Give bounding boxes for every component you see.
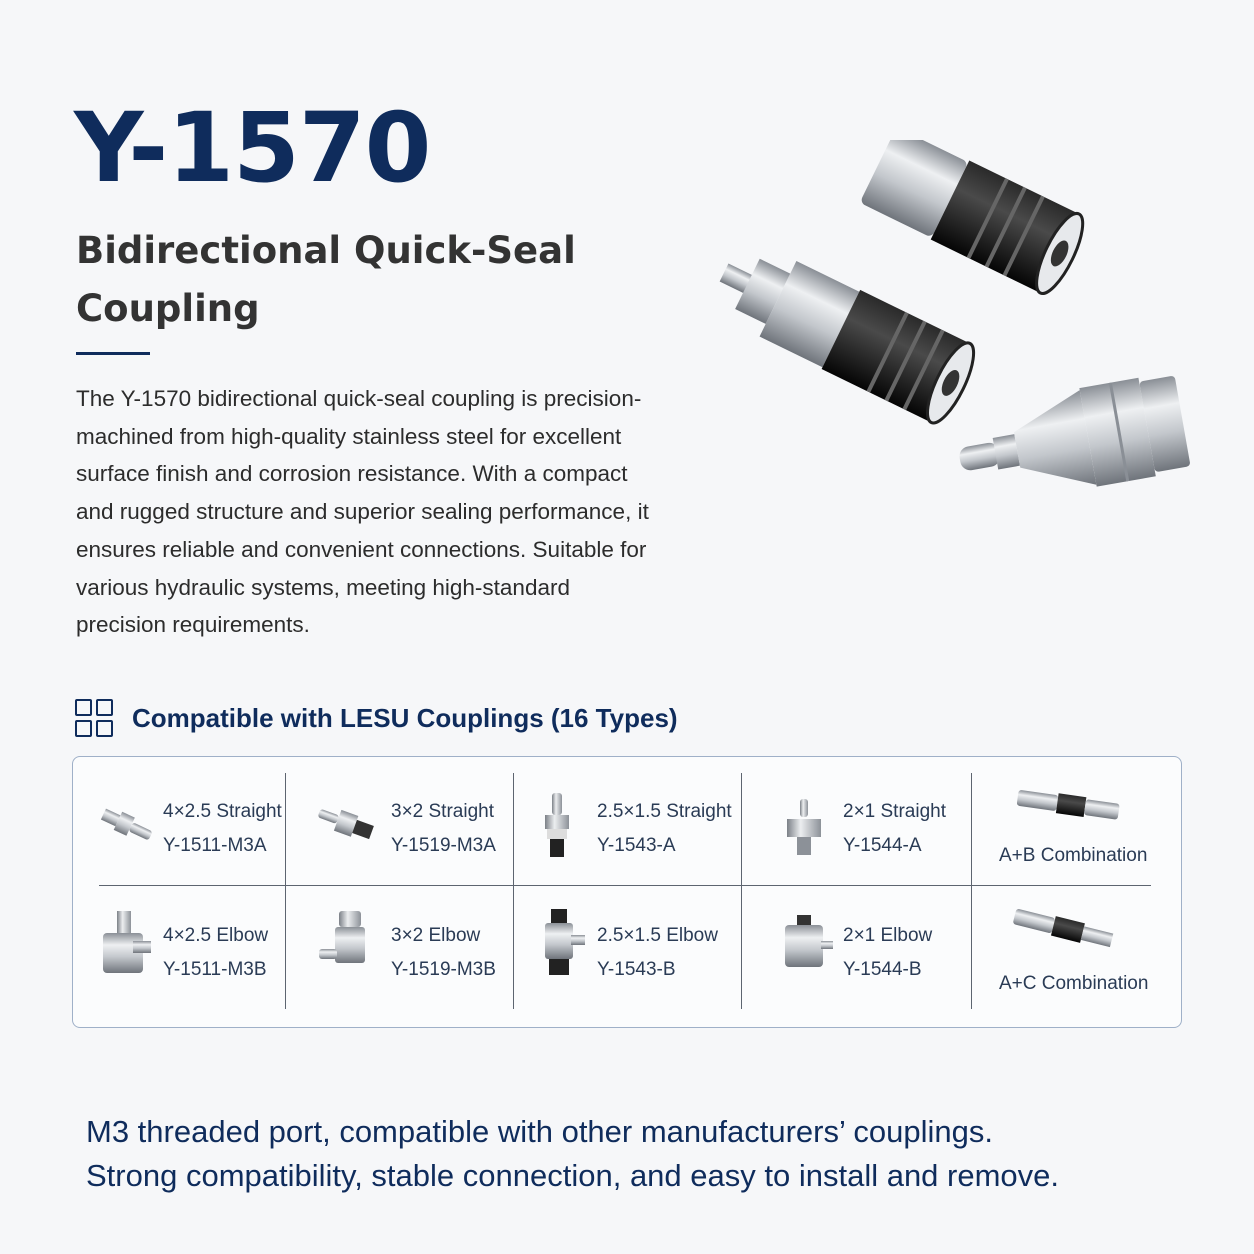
straight-fitting-icon — [97, 795, 157, 855]
compat-item-name: 4×2.5 Elbow — [163, 925, 269, 946]
compat-item-y1519-m3a — [313, 777, 513, 877]
product-description: The Y-1570 bidirectional quick-seal coupling is precision-machined from high-quality stainless steel for excellent surface finish and corrosion resistance. With a compact and rugged structure and superior sealing performance, it ensures reliable and convenient connections. Suitable for various hydraulic systems, meeting high-standard precision requirements. — [76, 386, 649, 638]
compat-item-y1511-m3b — [93, 899, 283, 1009]
elbow-fitting-icon — [97, 909, 153, 985]
straight-fitting-icon — [313, 799, 383, 849]
product-model: Y-1570 — [74, 92, 431, 204]
footer-line-2: Strong compatibility, stable connection, and easy to install and remove. — [86, 1158, 1060, 1193]
product-subtitle: Bidirectional Quick-Seal Coupling — [76, 229, 576, 330]
compat-item-code: Y-1519-M3A — [391, 835, 496, 856]
compat-item-code: Y-1543-A — [597, 835, 676, 856]
combination-coupling-icon — [1011, 909, 1121, 949]
compat-item-code: Y-1511-M3A — [163, 835, 267, 856]
coupling-rear — [859, 140, 1092, 299]
footer-line-1: M3 threaded port, compatible with other manufacturers’ couplings. — [86, 1114, 993, 1149]
elbow-fitting-icon — [781, 913, 835, 979]
compatibility-title: Compatible with LESU Couplings (16 Types) — [132, 702, 678, 733]
compat-item-y1519-m3b — [313, 899, 513, 1009]
compat-item-name: 3×2 Elbow — [391, 925, 481, 946]
footer-note — [86, 1110, 1206, 1198]
elbow-fitting-icon — [537, 907, 587, 985]
combo-label: A+B Combination — [999, 845, 1148, 866]
title-divider — [76, 352, 150, 355]
compat-item-y1544-a — [777, 777, 967, 877]
compat-item-name: 2.5×1.5 Elbow — [597, 925, 718, 946]
compat-item-code: Y-1511-M3B — [163, 959, 267, 980]
coupling-plug — [951, 372, 1191, 510]
elbow-fitting-icon — [315, 909, 375, 985]
compatibility-header — [74, 698, 678, 738]
compat-item-name: 4×2.5 Straight — [163, 801, 282, 822]
hero-product-image — [700, 140, 1220, 520]
compat-item-name: 2.5×1.5 Straight — [597, 801, 732, 822]
straight-fitting-icon — [781, 797, 827, 861]
compat-item-y1544-b — [777, 899, 967, 1009]
compat-item-code: Y-1544-B — [843, 959, 922, 980]
coupling-front — [705, 233, 983, 429]
compat-item-code: Y-1519-M3B — [391, 959, 496, 980]
compat-item-y1511-m3a — [93, 777, 283, 877]
combination-coupling-icon — [1015, 789, 1125, 823]
compat-item-code: Y-1543-B — [597, 959, 676, 980]
compat-combo-a-c — [985, 899, 1165, 1009]
compat-item-name: 3×2 Straight — [391, 801, 494, 822]
grid-icon — [74, 698, 114, 738]
compat-item-name: 2×1 Straight — [843, 801, 946, 822]
straight-fitting-icon — [539, 791, 575, 861]
compat-item-y1543-b — [533, 899, 743, 1009]
compat-combo-a-b — [985, 777, 1165, 877]
combo-label: A+C Combination — [999, 973, 1149, 994]
compat-item-name: 2×1 Elbow — [843, 925, 933, 946]
compatibility-grid — [72, 756, 1182, 1028]
compat-item-y1543-a — [533, 777, 743, 877]
compat-item-code: Y-1544-A — [843, 835, 922, 856]
